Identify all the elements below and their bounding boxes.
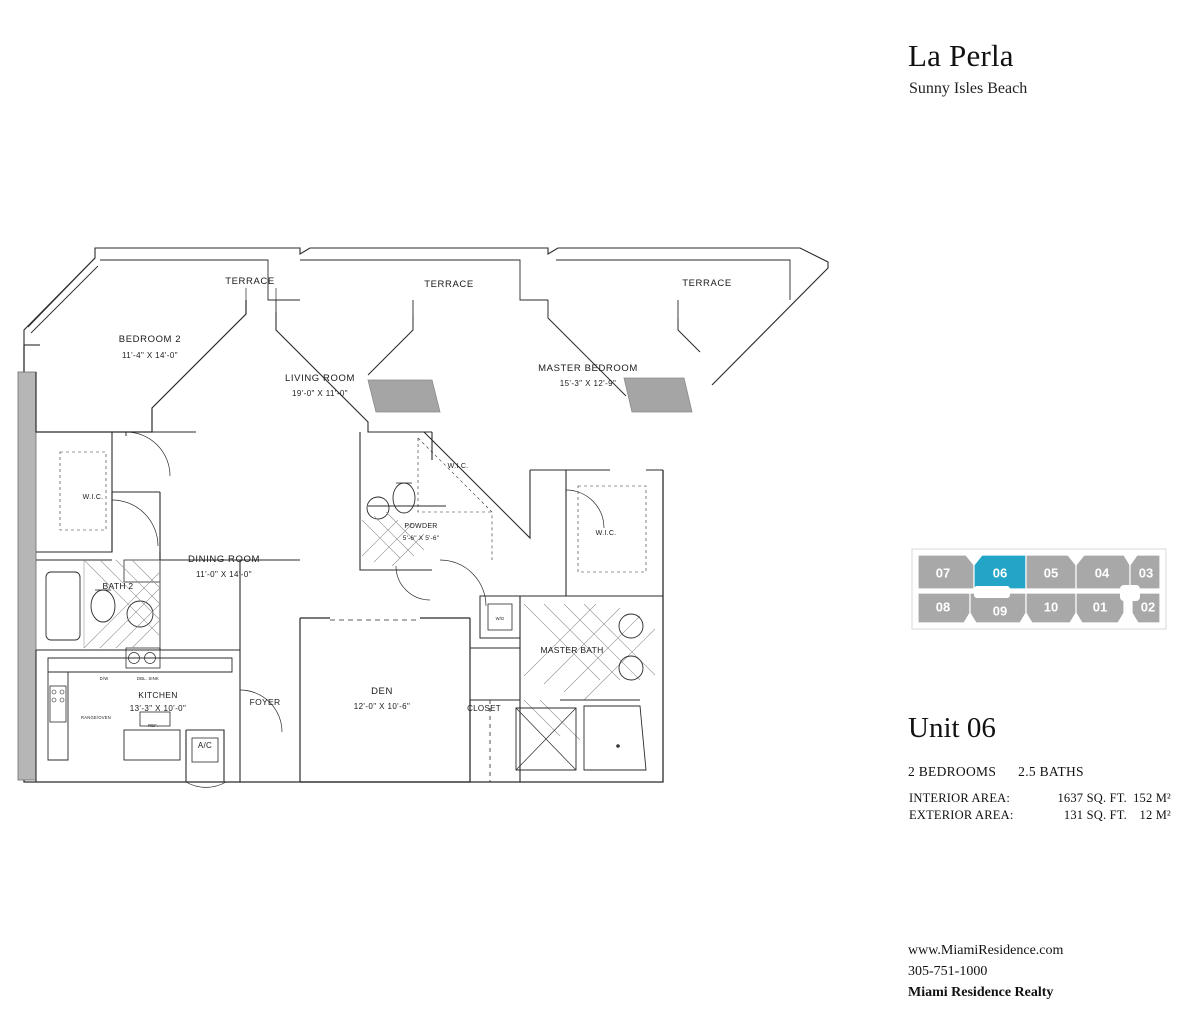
info-pane [890, 0, 1185, 1020]
room-label-foyer: FOYER [249, 697, 281, 707]
keyplan-label-10: 10 [1043, 599, 1059, 615]
room-label-wic-bedroom2: W.I.C. [82, 494, 104, 501]
baths-count: 2.5 BATHS [1018, 764, 1084, 779]
interior-area-sqft: 1637 SQ. FT. [1057, 791, 1127, 805]
room-dim-living-room: 19'-0" X 11'-0" [292, 389, 348, 398]
annotation-range-oven: RANGE/OVEN [81, 715, 111, 720]
room-dim-master-bedroom: 15'-3" X 12'-9" [559, 379, 617, 388]
annotation-dishwasher: D/W [99, 676, 109, 681]
key-plan[interactable] [908, 533, 1170, 645]
keyplan-label-03: 03 [1138, 565, 1154, 581]
room-label-terrace-3: TERRACE [682, 278, 732, 289]
keyplan-label-01: 01 [1092, 599, 1108, 615]
interior-area-m2: 152 M² [1133, 791, 1171, 805]
room-label-powder: POWDER [404, 523, 438, 530]
room-label-terrace-1: TERRACE [225, 276, 275, 287]
footer [908, 940, 1063, 1003]
project-title: La Perla [908, 38, 1014, 73]
table-row [909, 807, 1171, 824]
unit-number: 06 [966, 712, 996, 744]
keyplan-label-04: 04 [1094, 565, 1110, 581]
exterior-area-label: EXTERIOR AREA: [909, 808, 1014, 822]
annotation-washer-dryer: W/D [495, 616, 505, 621]
beds-baths [908, 764, 1084, 780]
room-label-bedroom-2: BEDROOM 2 [118, 334, 182, 345]
table-row [909, 790, 1171, 807]
room-label-den: DEN [371, 686, 393, 697]
keyplan-label-09: 09 [992, 603, 1008, 619]
room-label-master-bath: MASTER BATH [540, 645, 604, 655]
room-label-closet: CLOSET [467, 704, 501, 713]
room-label-dining-room: DINING ROOM [187, 554, 261, 565]
room-dim-dining-room: 11'-0" X 14'-0" [196, 570, 252, 579]
room-label-wic-center: W.I.C. [447, 463, 469, 470]
room-label-kitchen: KITCHEN [138, 690, 178, 700]
room-label-bath-2: BATH 2 [102, 581, 134, 591]
interior-area-label: INTERIOR AREA: [909, 791, 1011, 805]
exterior-area-sqft: 131 SQ. FT. [1063, 808, 1127, 822]
brokerage-name: Miami Residence Realty [908, 985, 1054, 1000]
keyplan-label-05: 05 [1043, 565, 1059, 581]
keyplan-label-02: 02 [1140, 599, 1156, 615]
unit-title [908, 712, 996, 745]
project-location: Sunny Isles Beach [909, 80, 1028, 97]
area-table [909, 790, 1171, 824]
room-dim-kitchen: 13'-3" X 10'-0" [129, 704, 187, 713]
unit-title-word: Unit [908, 712, 960, 744]
room-label-living-room: LIVING ROOM [285, 373, 355, 384]
room-dim-bedroom-2: 11'-4" X 14'-0" [122, 351, 178, 360]
keyplan-label-07: 07 [935, 565, 951, 581]
room-label-ac: A/C [197, 741, 213, 750]
keyplan-label-06: 06 [992, 565, 1008, 581]
bedrooms-count: 2 BEDROOMS [908, 764, 997, 779]
room-label-master-bedroom: MASTER BEDROOM [538, 363, 638, 374]
exterior-area-m2: 12 M² [1139, 808, 1171, 822]
website-link[interactable]: www.MiamiResidence.com [908, 943, 1064, 958]
room-dim-den: 12'-0" X 10'-6" [353, 702, 411, 711]
keyplan-label-08: 08 [935, 599, 951, 615]
room-label-wic-master: W.I.C. [595, 530, 617, 537]
annotation-refrigerator: REF. [148, 723, 158, 728]
annotation-double-sink: DBL. SINK [136, 676, 160, 681]
room-label-terrace-2: TERRACE [424, 279, 474, 290]
phone-number[interactable]: 305-751-1000 [908, 964, 988, 979]
room-dim-powder: 5'-6" X 5'-6" [402, 535, 440, 542]
